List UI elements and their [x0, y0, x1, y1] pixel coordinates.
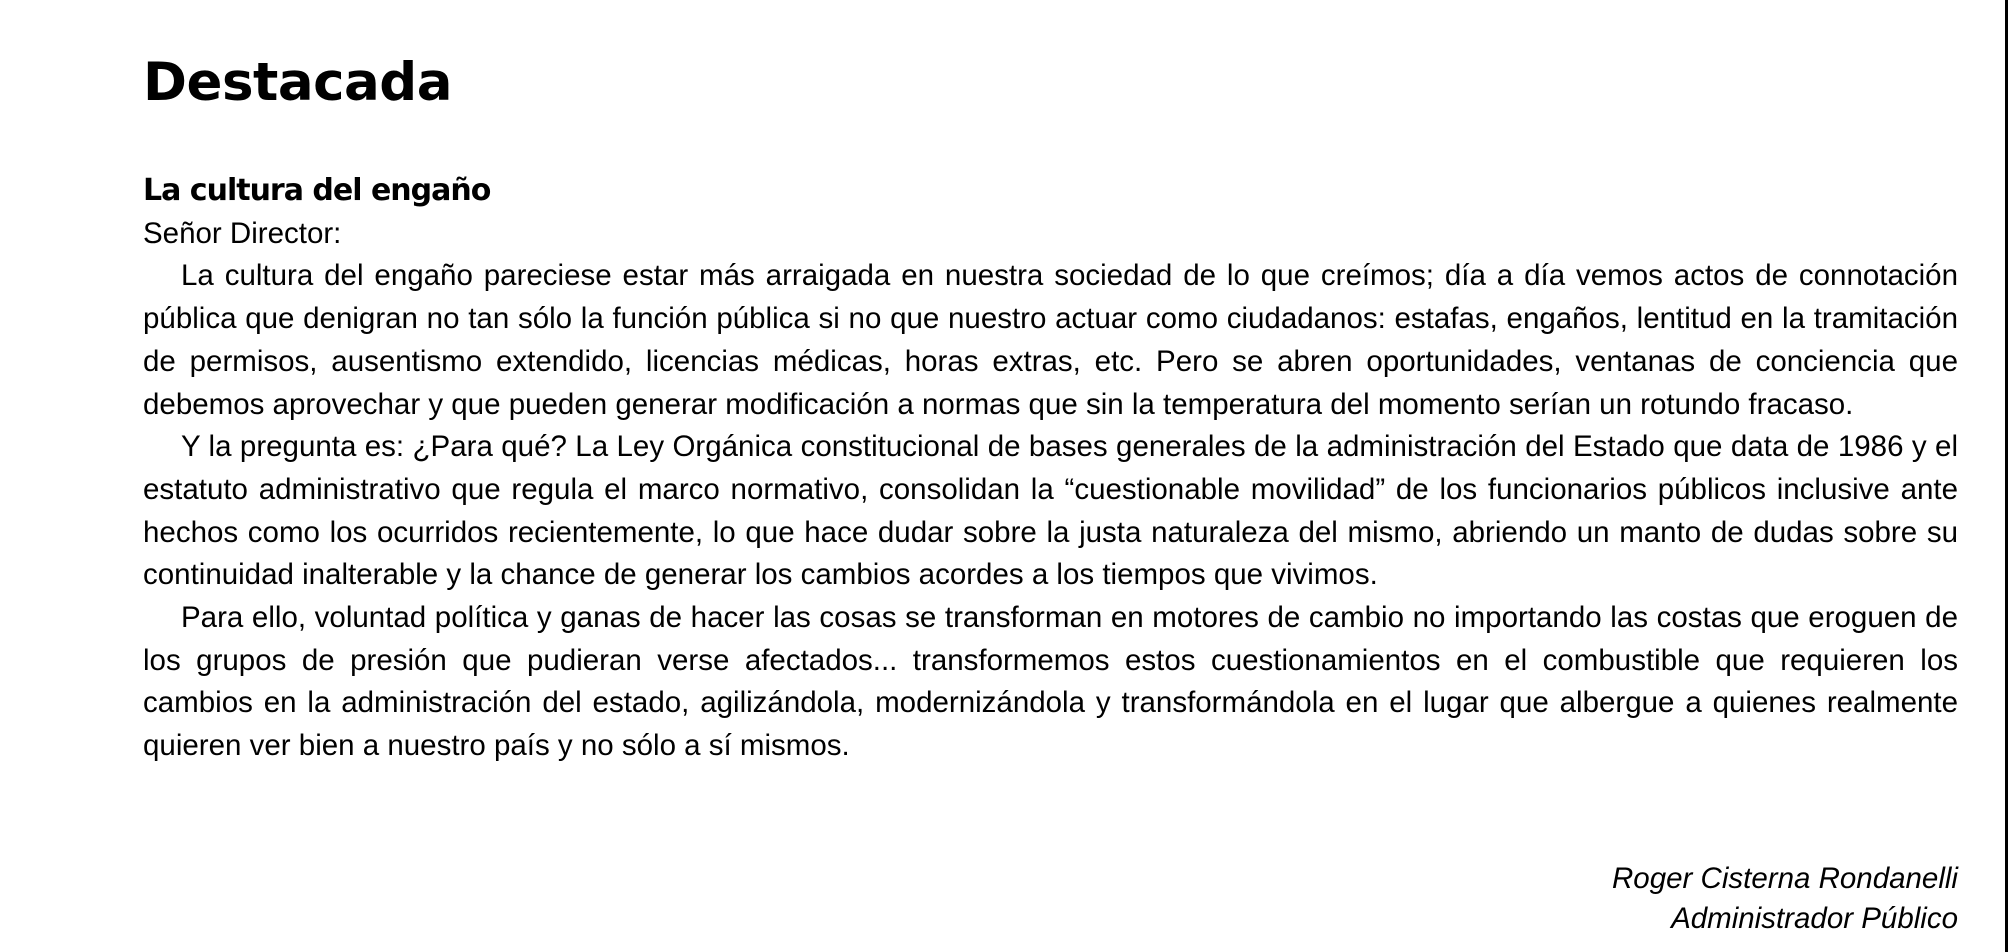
letter-paragraph-1: La cultura del engaño pareciese estar más arraigada en nuestra sociedad de lo que creímos; día a día vemos actos de connotación pública que denigran no tan sólo la función pública si no que nuestro actuar como ciudadanos: estafas, engaños, lentitud en la tramitación de permisos, ausentismo extendido, licencias médicas, horas extras, etc. Pero se abren oportunidades, ventanas de conciencia que debemos aprovechar y que pueden generar modificación a normas que sin la temperatura del momento serían un rotundo fracaso.	[143, 259, 1958, 421]
signature-role: Administrador Público	[1671, 902, 1958, 935]
letter-to-editor	[143, 170, 1958, 768]
letter-paragraph-2: Y la pregunta es: ¿Para qué? La Ley Orgánica constitucional de bases generales de la administración del Estado que data de 1986 y el estatuto administrativo que regula el marco normativo, consolidan la “cuestionable movilidad” de los funcionarios públicos inclusive ante hechos como los ocurridos recientemente, lo que hace dudar sobre la justa naturaleza del mismo, abriendo un manto de dudas sobre su continuidad inalterable y la chance de generar los cambios acordes a los tiempos que vivimos.	[143, 430, 1958, 592]
letter-salutation: Señor Director:	[143, 216, 342, 250]
section-title: Destacada	[143, 52, 452, 113]
signature-name: Roger Cisterna Rondanelli	[1612, 862, 1958, 895]
letter-paragraph-3: Para ello, voluntad política y ganas de hacer las cosas se transforman en motores de cambio no importando las costas que eroguen de los grupos de presión que pudieran verse afectados... transformemos estos cuestionamientos en el combustible que requieren los cambios en la administración del estado, agilizándola, modernizándola y transformándola en el lugar que albergue a quienes realmente quieren ver bien a nuestro país y no sólo a sí mismos.	[143, 601, 1958, 763]
letter-title: La cultura del engaño	[143, 173, 491, 208]
